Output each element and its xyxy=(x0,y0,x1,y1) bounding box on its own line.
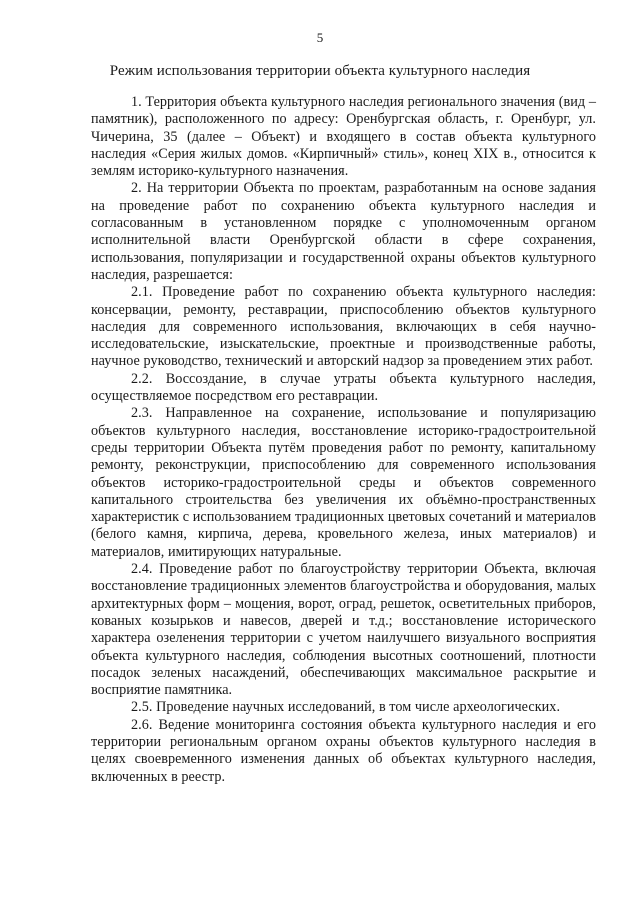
paragraph-1: 1. Территория объекта культурного наследия регионального значения (вид – памятник), расположенного по адресу: Оренбургская область, г. Оренбург, ул. Чичерина, 35 (далее – Объект) и входящего в состав объекта культурного наследия «Серия жилых домов. «Кирпичный» стиль», конец XIX в., относится к землям историко-культурного назначения. xyxy=(91,94,596,180)
document-title: Режим использования территории объекта культурного наследия xyxy=(109,63,531,79)
page-number: 5 xyxy=(316,30,324,45)
paragraph-2-6: 2.6. Ведение мониторинга состояния объекта культурного наследия и его территории региональным органом охраны объектов культурного наследия в целях своевременного изменения данных об объектах культурного наследия, включенных в реестр. xyxy=(91,716,596,785)
paragraph-2-5: 2.5. Проведение научных исследований, в том числе археологических. xyxy=(131,699,561,716)
paragraph-2: 2. На территории Объекта по проектам, разработанным на основе задания на проведение работ по сохранению объекта культурного наследия и согласованным в установленном порядке с уполномоченным органом исполнительной власти Оренбургской области в сфере сохранения, использования, популяризации и государственной охраны объектов культурного наследия, разрешается: xyxy=(91,180,596,283)
paragraph-2-3: 2.3. Направленное на сохранение, использование и популяризацию объектов культурного наследия, восстановление историко-градостроительной среды территории Объекта путём проведения работ по ремонту, капитальному ремонту, реконструкции, приспособлению для современного использования объектов историко-градостроительной среды и объектов современного капитального строительства без увеличения их объёмно-пространственных характеристик с использованием традиционных цветовых сочетаний и материалов (белого камня, кирпича, дерева, кровельного железа, иных материалов) и материалов, имитирующих натуральные. xyxy=(91,405,596,560)
paragraph-2-2: 2.2. Воссоздание, в случае утраты объекта культурного наследия, осуществляемое посредством его реставрации. xyxy=(91,370,596,405)
document-body xyxy=(91,94,596,786)
paragraph-2-4: 2.4. Проведение работ по благоустройству территории Объекта, включая восстановление традиционных элементов благоустройства и оборудования, малых архитектурных форм – мощения, ворот, оград, решеток, осветительных приборов, кованых козырьков и навесов, дверей и т.д.; восстановление исторического характера озеленения территории с учетом наилучшего визуального восприятия объекта культурного наследия, соблюдения высотных соотношений, плотности посадок зеленых насаждений, обеспечивающих максимальное раскрытие и восприятие памятника. xyxy=(91,561,596,699)
paragraph-2-1: 2.1. Проведение работ по сохранению объекта культурного наследия: консервации, ремонту, реставрации, приспособлению объектов культурного наследия для современного использования, включающих в себя научно-исследовательские, изыскательские, проектные и производственные работы, научное руководство, технический и авторский надзор за проведением этих работ. xyxy=(91,284,596,370)
